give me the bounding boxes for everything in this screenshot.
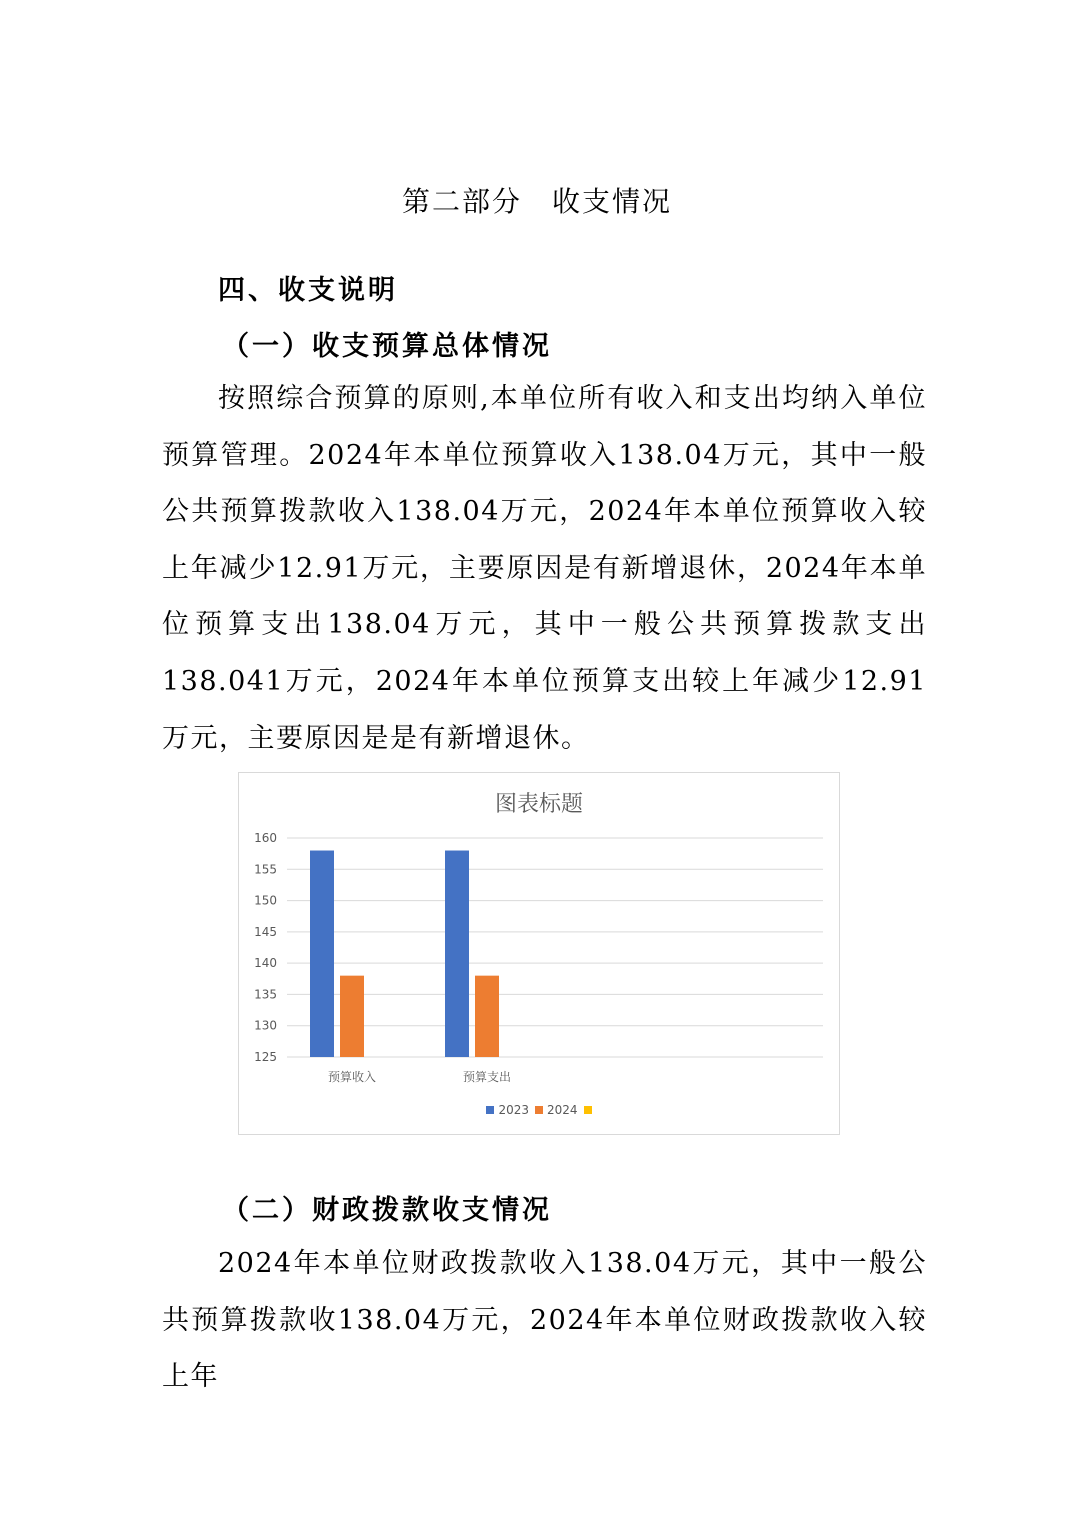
paragraph-2: 2024年本单位财政拨款收入138.04万元，其中一般公共预算拨款收138.04万元，2024年本单位财政拨款收入较上年 (162, 1248, 927, 1393)
bar-2023-1 (445, 851, 469, 1057)
x-tick-label: 预算支出 (462, 1070, 512, 1084)
section-heading: 四、收支说明 (218, 275, 398, 306)
chart-title: 图表标题 (494, 792, 583, 817)
y-tick-label: 145 (254, 924, 277, 939)
legend-swatch (584, 1106, 592, 1114)
bar-chart (238, 772, 840, 1135)
bar-2023-0 (310, 851, 334, 1057)
bar-2024-1 (475, 976, 499, 1057)
y-tick-label: 160 (254, 831, 277, 845)
legend-swatch (535, 1106, 543, 1114)
subsection-heading-2: （二）财政拨款收支情况 (222, 1195, 552, 1226)
y-tick-label: 140 (254, 956, 277, 971)
legend-item (535, 1103, 578, 1117)
chart-plot (239, 773, 841, 1136)
paragraph-1: 按照综合预算的原则,本单位所有收入和支出均纳入单位预算管理。2024年本单位预算收入138.04万元，其中一般公共预算拨款收入138.04万元，2024年本单位预算收入较上年减少12.91万元，主要原因是有新增退休，2024年本单位预算支出138.04万元，其中一般公共预算拨款支出138.041万元，2024年本单位预算支出较上年减少12.91万元，主要原因是是有新增退休。 (162, 383, 927, 754)
y-tick-label: 155 (254, 862, 277, 877)
y-tick-label: 130 (254, 1018, 277, 1033)
subsection-heading-1: （一）收支预算总体情况 (222, 331, 552, 362)
legend-item (486, 1103, 529, 1117)
legend-label: 2024 (547, 1103, 578, 1117)
chart-legend (239, 1103, 839, 1117)
legend-item (584, 1103, 592, 1117)
x-tick-label: 预算收入 (327, 1070, 377, 1084)
bar-2024-0 (340, 976, 364, 1057)
page-title: 第二部分 收支情况 (401, 185, 672, 218)
y-tick-label: 150 (254, 893, 277, 908)
legend-label: 2023 (498, 1103, 529, 1117)
legend-swatch (486, 1106, 494, 1114)
y-tick-label: 125 (254, 1050, 277, 1064)
y-tick-label: 135 (254, 987, 277, 1002)
